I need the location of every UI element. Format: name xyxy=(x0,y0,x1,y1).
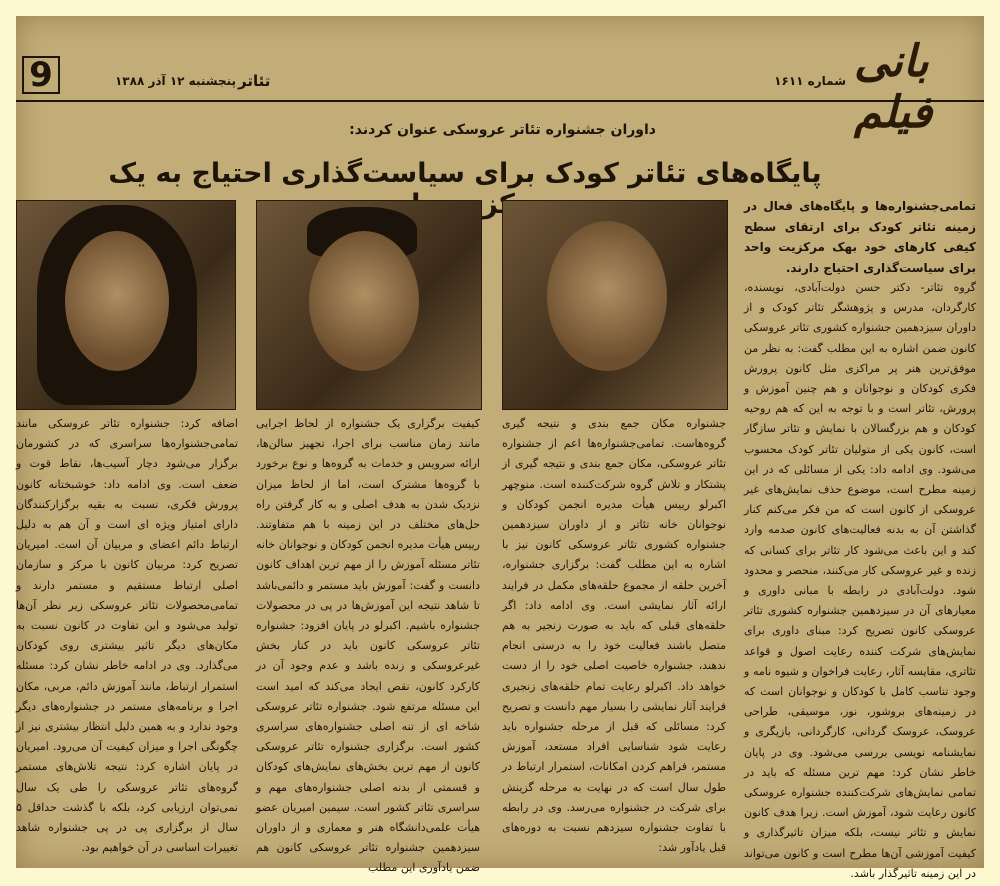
newspaper-logo: بانی فیلم xyxy=(854,36,933,138)
issue-date: پنجشنبه ۱۲ آذر ۱۳۸۸ xyxy=(114,74,236,88)
article-lead: تمامی‌جشنواره‌ها و پایگاه‌های فعال در زمینه تئاتر کودک برای ارتقای سطح کیفی کارهای خود بهک مرکزیت واحد برای سیاست‌گذاری احتیاج دارند. xyxy=(744,199,976,275)
photo-man-hand xyxy=(256,200,482,410)
face-shape xyxy=(309,231,419,371)
issue-number: شماره ۱۶۱۱ xyxy=(774,74,846,88)
column-1-text: گروه تئاتر- دکتر حسن دولت‌آبادی، نویسنده، کارگردان، مدرس و پژوهشگر تئاتر کودک و از داوران سیزدهمین جشنواره کشوری تئاتر عروسکی کانون ضمن اشاره به این مطلب گفت: به نظر من موفق‌ترین هنر پر مراکزی مثل کانون پرورش فکری کودکان و نوجوانان و هم چنین آموزش و پرورش، تئاتر است و با توجه به این که هم روحیه کودکان و هم بزرگسالان با نمایش و تئاتر سازگار است، کانون یکی از متولیان تئاتر کودک محسوب می‌شود. وی ادامه داد: یکی از مسائلی که در این زمینه مطرح است، موضوع حذف نمایش‌های غیر عروسکی از کانون است که من فکر می‌کنم کنار گذاشتن آن به بدنه فعالیت‌های کانون صدمه وارد کند و این باعث می‌شود کار تئاتر برای کسانی که زنده و غیر عروسکی کار می‌کنند، منحصر و محدود شود. دولت‌آبادی در رابطه با مبانی داوری و معیارهای آن در سیزدهمین جشنواره کشوری تئاتر عروسکی کانون تصریح کرد: مبنای داوری برای نمایش‌های شرکت کننده رعایت اصول و قواعد تئاتری، مقایسه آثار، رعایت فراخوان و شیوه نامه و وجود تناسب کامل با کودکان و نوجوانان است که در زمینه‌های بروشور، نور، موسیقی، طراحی عروسک، عروسک گردانی، کارگردانی، بازیگری و نمایشنامه نویسی بررسی می‌شود. وی در پایان خاطر نشان کرد: مهم ترین مسئله که باید در تمامی نمایش‌های شرکت‌کننده جشنواره عروسکی کانون رعایت شود، آموزش است. زیرا هدف کانون نمایش و تئاتر نیست، بلکه میزان تاثیرگذاری و کیفیت آموزشی آن‌ها مطرح است و کانون می‌تواند در این زمینه تاثیرگذار باشد. xyxy=(744,281,976,880)
article-headline: پایگاه‌های تئاتر کودک برای سیاست‌گذاری احتیاج به یک مرکزیت xyxy=(108,158,822,220)
face-shape xyxy=(65,231,169,371)
article-column-1 xyxy=(744,196,976,880)
section-title: تئاتر xyxy=(238,72,271,90)
newspaper-clipping xyxy=(16,16,984,880)
photo-man-bald xyxy=(502,200,728,410)
column-4-text: اضافه کرد: جشنواره تئاتر عروسکی مانند تمامی‌جشنواره‌ها سراسری که در کشورمان برگزار می‌شود دچار آسیب‌ها، نقاط قوت و ضعف است. وی ادامه داد: خوشبختانه کانون پرورش فکری، نسبت به بقیه برگزارکنندگان دارای امتیاز ویژه ای است و آن هم به دلیل ارتباط دائم اعضای و مربیان آن است. امیریان تصریح کرد: مربیان کانون با مرکز و سازمان اصلی ارتباط مستقیم و مستمر دارند و تمامی‌محصولات تئاتر عروسکی زیر نظر آن‌ها تولید می‌شود و این تفاوت در کانون نسبت به مکان‌های دیگر تاثیر بیشتری روی کودکان می‌گذارد. وی در ادامه خاطر نشان کرد: مسئله استمرار ارتباط، مانند آموزش دائم، مربی، مکان اجرا و برنامه‌های مستمر در جشنواره‌های دیگر وجود ندارد و به همین دلیل انتظار بیشتری نیز از چگونگی اجرا و میزان کیفیت آن می‌رود. امیریان در پایان اشاره کرد: نتیجه تلاش‌های مستمر گروه‌های تئاتر عروسکی را طی یک سال نمی‌توان ارزیابی کرد، بلکه با گذشت حداقل ۵ سال از برگزاری پی در پی جشنواره شاهد تغییرات اساسی در آن خواهیم بود. xyxy=(16,417,238,855)
article-column-2 xyxy=(502,414,726,860)
photo-woman-glasses xyxy=(16,200,236,410)
article-kicker: داوران جشنواره تئاتر عروسکی عنوان کردند: xyxy=(349,122,656,138)
page-number: 9 xyxy=(22,56,60,94)
article-column-4 xyxy=(16,414,238,860)
column-3-text: کیفیت برگزاری یک جشنواره از لحاظ اجرایی مانند زمان مناسب برای اجرا، تجهیز سالن‌ها، ارائه سرویس و خدمات به گروه‌ها و نوع برخورد با گروه‌ها مشترک است، اما از لحاظ میزان نزدیک شدن به هدف اصلی و به کار گرفتن راه حل‌های مختلف در این زمینه با هم متفاوتند. رییس هیأت مدیره انجمن کودکان و نوجوانان خانه تئاتر مسئله آموزش را از مهم ترین اهداف کانون دانست و گفت: آموزش باید مستمر و دائمی‌باشد تا شاهد نتیجه این آموزش‌ها در پی در محصولات جشنواره باشیم. اکبرلو در پایان افزود: جشنواره تئاتر عروسکی کانون باید در کنار بخش غیرعروسکی و زنده باشد و عدم وجود آن در کارکرد کانون، نقص ایجاد می‌کند که امید است این مسئله مرتفع شود. جشنواره تئاتر عروسکی شاخه ای از تنه اصلی جشنواره‌های سراسری کشور است. برگزاری جشنواره تئاتر عروسکی کانون از مهم ترین بخش‌های نمایش‌های کودکان و قسمتی از بدنه اصلی جشنواره‌های مهم و سراسری تئاتر کشور است. سیمین امیریان عضو هیأت علمی‌دانشگاه هنر و معماری و از داوران سیزدهمین جشنواره تئاتر عروسکی کانون هم ضمن یادآوری این مطلب xyxy=(256,417,480,875)
article-column-3 xyxy=(256,414,480,875)
header-rule xyxy=(16,100,984,102)
face-shape xyxy=(547,221,667,371)
column-2-text: جشنواره مکان جمع بندی و نتیجه گیری گروه‌هاست. تمامی‌جشنواره‌ها اعم از جشنواره تئاتر عروسکی، مکان جمع بندی و نتیجه گیری از پشتکار و تلاش گروه شرکت‌کننده است. منوچهر اکبرلو رییس هیأت مدیره انجمن کودکان و نوجوانان خانه تئاتر و از داوران سیزدهمین جشنواره کشوری تئاتر عروسکی کانون نیز با اشاره به این مطلب گفت: برگزاری جشنواره، آخرین حلقه از مجموع حلقه‌های مکمل در فرایند ارائه آثار نمایشی است. وی ادامه داد: اگر حلقه‌های قبلی که باید به صورت زنجیر به هم متصل باشند فعالیت خود را به درستی انجام ندهند، جشنواره خاصیت اصلی خود را از دست خواهد داد. اکبرلو رعایت تمام حلقه‌های زنجیری فرایند آثار نمایشی را بسیار مهم دانست و تصریح کرد: مسائلی که قبل از مرحله جشنواره باید رعایت شود شناسایی افراد مستعد، آموزش مستمر، فراهم کردن امکانات، استمرار ارتباط در طول سال است که در نهایت به مرحله گزینش برای شرکت در جشنواره می‌رسد. وی در رابطه با تفاوت جشنواره سیزدهم نسبت به دوره‌های قبل یادآور شد: xyxy=(502,417,726,855)
